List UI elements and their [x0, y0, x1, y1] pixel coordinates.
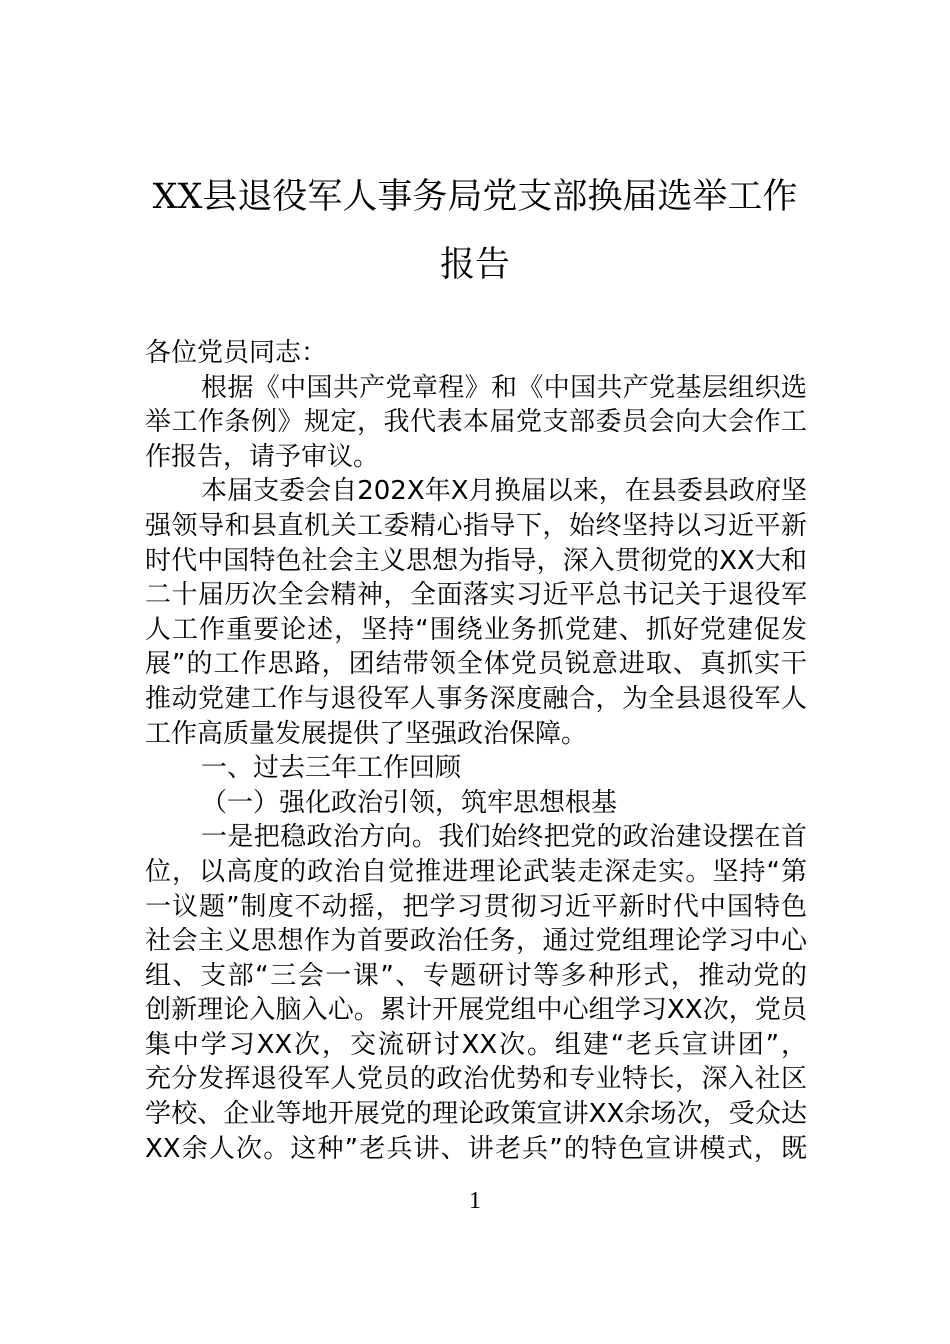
text-line: 作报告，请予审议。: [145, 441, 380, 472]
text-line: 展”的工作思路，团结带领全体党员锐意进取、真抓实干: [145, 649, 807, 680]
text-line: 一是把稳政治方向。我们始终把党的政治建设摆在首: [201, 822, 807, 853]
page-number: 1: [469, 1188, 481, 1214]
document-title-line-1: XX县退役军人事务局党支部换届选举工作: [152, 177, 798, 217]
text-line: 充分发挥退役军人党员的政治优势和专业特长，深入社区: [145, 1064, 807, 1095]
text-line: XX余人次。这种”老兵讲、讲老兵”的特色宣讲模式，既: [145, 1133, 807, 1164]
text-line: 工作高质量发展提供了坚强政治保障。: [145, 718, 588, 749]
text-line: 本届支委会自202X年X月换届以来，在县委县政府坚: [201, 476, 807, 507]
text-line: 创新理论入脑入心。累计开展党组中心组学习XX次，党员: [145, 995, 807, 1026]
document-body: [145, 336, 807, 1166]
text-line: 人工作重要论述，坚持“围绕业务抓党建、抓好党建促发: [145, 614, 807, 645]
text-line: 二十届历次全会精神，全面落实习近平总书记关于退役军: [145, 580, 807, 611]
text-line: （一）强化政治引领，筑牢思想根基: [201, 787, 618, 818]
text-line: 学校、企业等地开展党的理论政策宣讲XX余场次，受众达: [145, 1099, 807, 1130]
text-line: 各位党员同志：: [145, 338, 328, 368]
text-line: 举工作条例》规定，我代表本届党支部委员会向大会作工: [145, 407, 807, 438]
text-line: 一、过去三年工作回顾: [201, 753, 462, 784]
text-line: 强领导和县直机关工委精心指导下，始终坚持以习近平新: [145, 510, 807, 541]
text-line: 组、支部“三会一课”、专题研讨等多种形式，推动党的: [145, 960, 807, 991]
text-line: 一议题”制度不动摇，把学习贯彻习近平新时代中国特色: [145, 891, 807, 922]
text-line: 社会主义思想作为首要政治任务，通过党组理论学习中心: [145, 926, 807, 957]
text-line: 根据《中国共产党章程》和《中国共产党基层组织选: [201, 372, 807, 403]
text-line: 位，以高度的政治自觉推进理论武装走深走实。坚持“第: [145, 856, 807, 887]
document-title-line-2: 报告: [439, 245, 510, 285]
text-line: 时代中国特色社会主义思想为指导，深入贯彻党的XX大和: [145, 545, 807, 576]
text-line: 集中学习XX次，交流研讨XX次。组建“老兵宣讲团”，: [145, 1029, 807, 1060]
text-line: 推动党建工作与退役军人事务深度融合，为全县退役军人: [145, 683, 807, 714]
